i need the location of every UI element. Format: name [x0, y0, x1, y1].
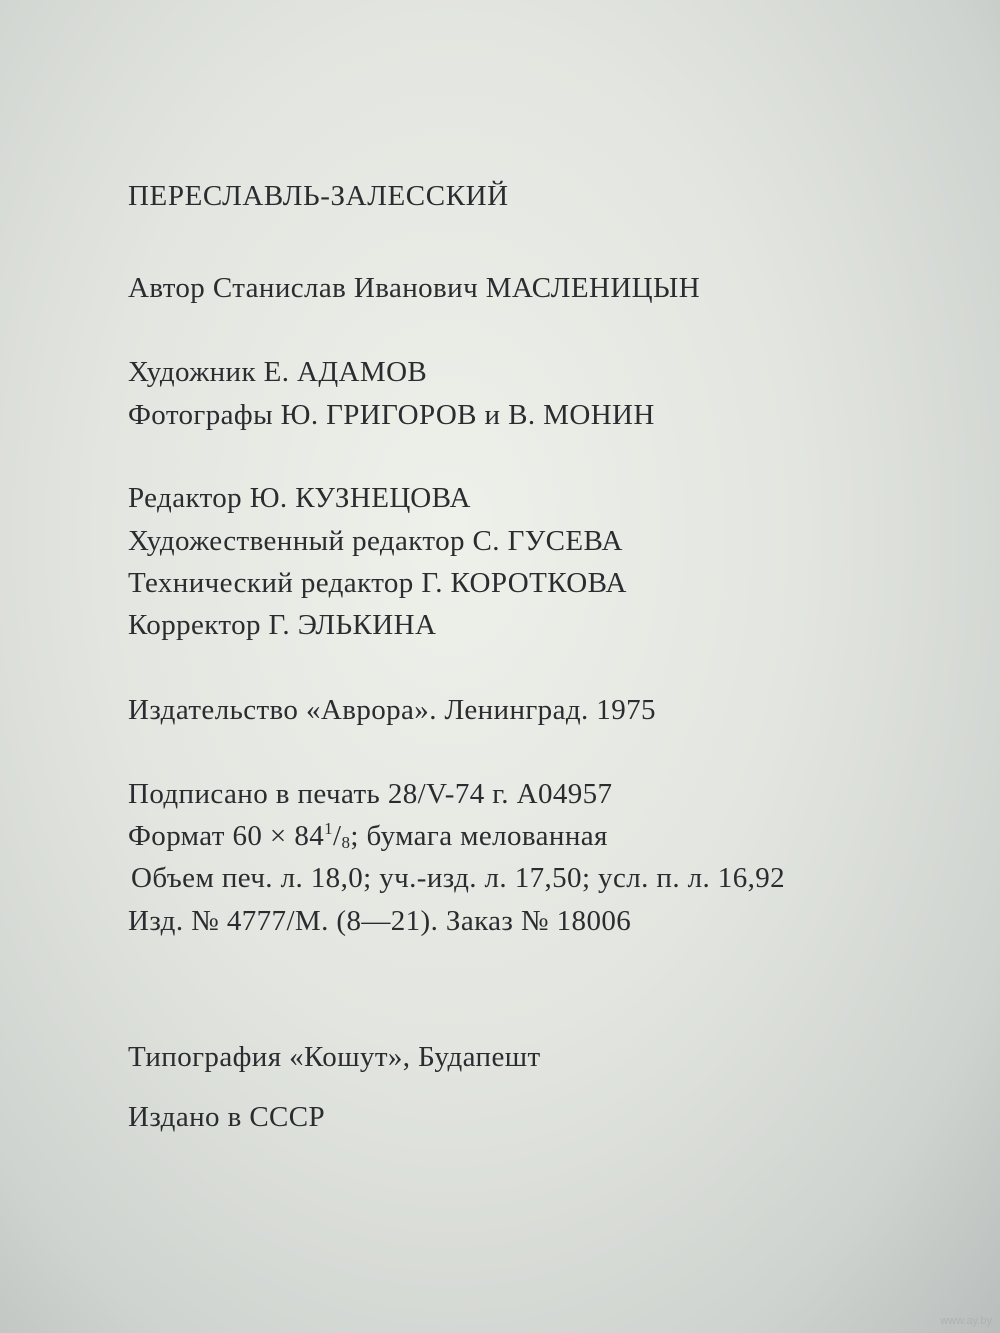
tech-editor-line: Технический редактор Г. КОРОТКОВА	[128, 567, 627, 599]
format-prefix: Формат 60 × 84	[128, 820, 325, 852]
signed-to-print-line: Подписано в печать 28/V-74 г. А04957	[128, 778, 613, 810]
author-line: Автор Станислав Иванович МАСЛЕНИЦЫН	[128, 272, 701, 304]
format-fraction-denominator: 8	[341, 833, 351, 852]
format-line	[128, 819, 608, 852]
format-fraction-numerator: 1	[324, 819, 334, 838]
site-watermark: www.ay.by	[940, 1315, 992, 1327]
issued-in-line: Издано в СССР	[128, 1101, 326, 1133]
editor-line: Редактор Ю. КУЗНЕЦОВА	[128, 482, 471, 514]
publisher-line: Издательство «Аврора». Ленинград. 1975	[128, 694, 656, 726]
corrector-line: Корректор Г. ЭЛЬКИНА	[128, 609, 437, 641]
format-suffix: ; бумага мелованная	[350, 820, 608, 852]
photographers-line: Фотографы Ю. ГРИГОРОВ и В. МОНИН	[128, 399, 655, 431]
book-title: ПЕРЕСЛАВЛЬ-ЗАЛЕССКИЙ	[128, 180, 509, 212]
order-number-line: Изд. № 4777/М. (8—21). Заказ № 18006	[128, 905, 632, 937]
format-fraction-slash: /	[333, 820, 342, 852]
art-editor-line: Художественный редактор С. ГУСЕВА	[128, 525, 623, 557]
volume-line: Объем печ. л. 18,0; уч.-изд. л. 17,50; усл. п. л. 16,92	[131, 862, 786, 894]
artist-line: Художник Е. АДАМОВ	[128, 356, 428, 388]
printer-line: Типография «Кошут», Будапешт	[128, 1041, 541, 1073]
